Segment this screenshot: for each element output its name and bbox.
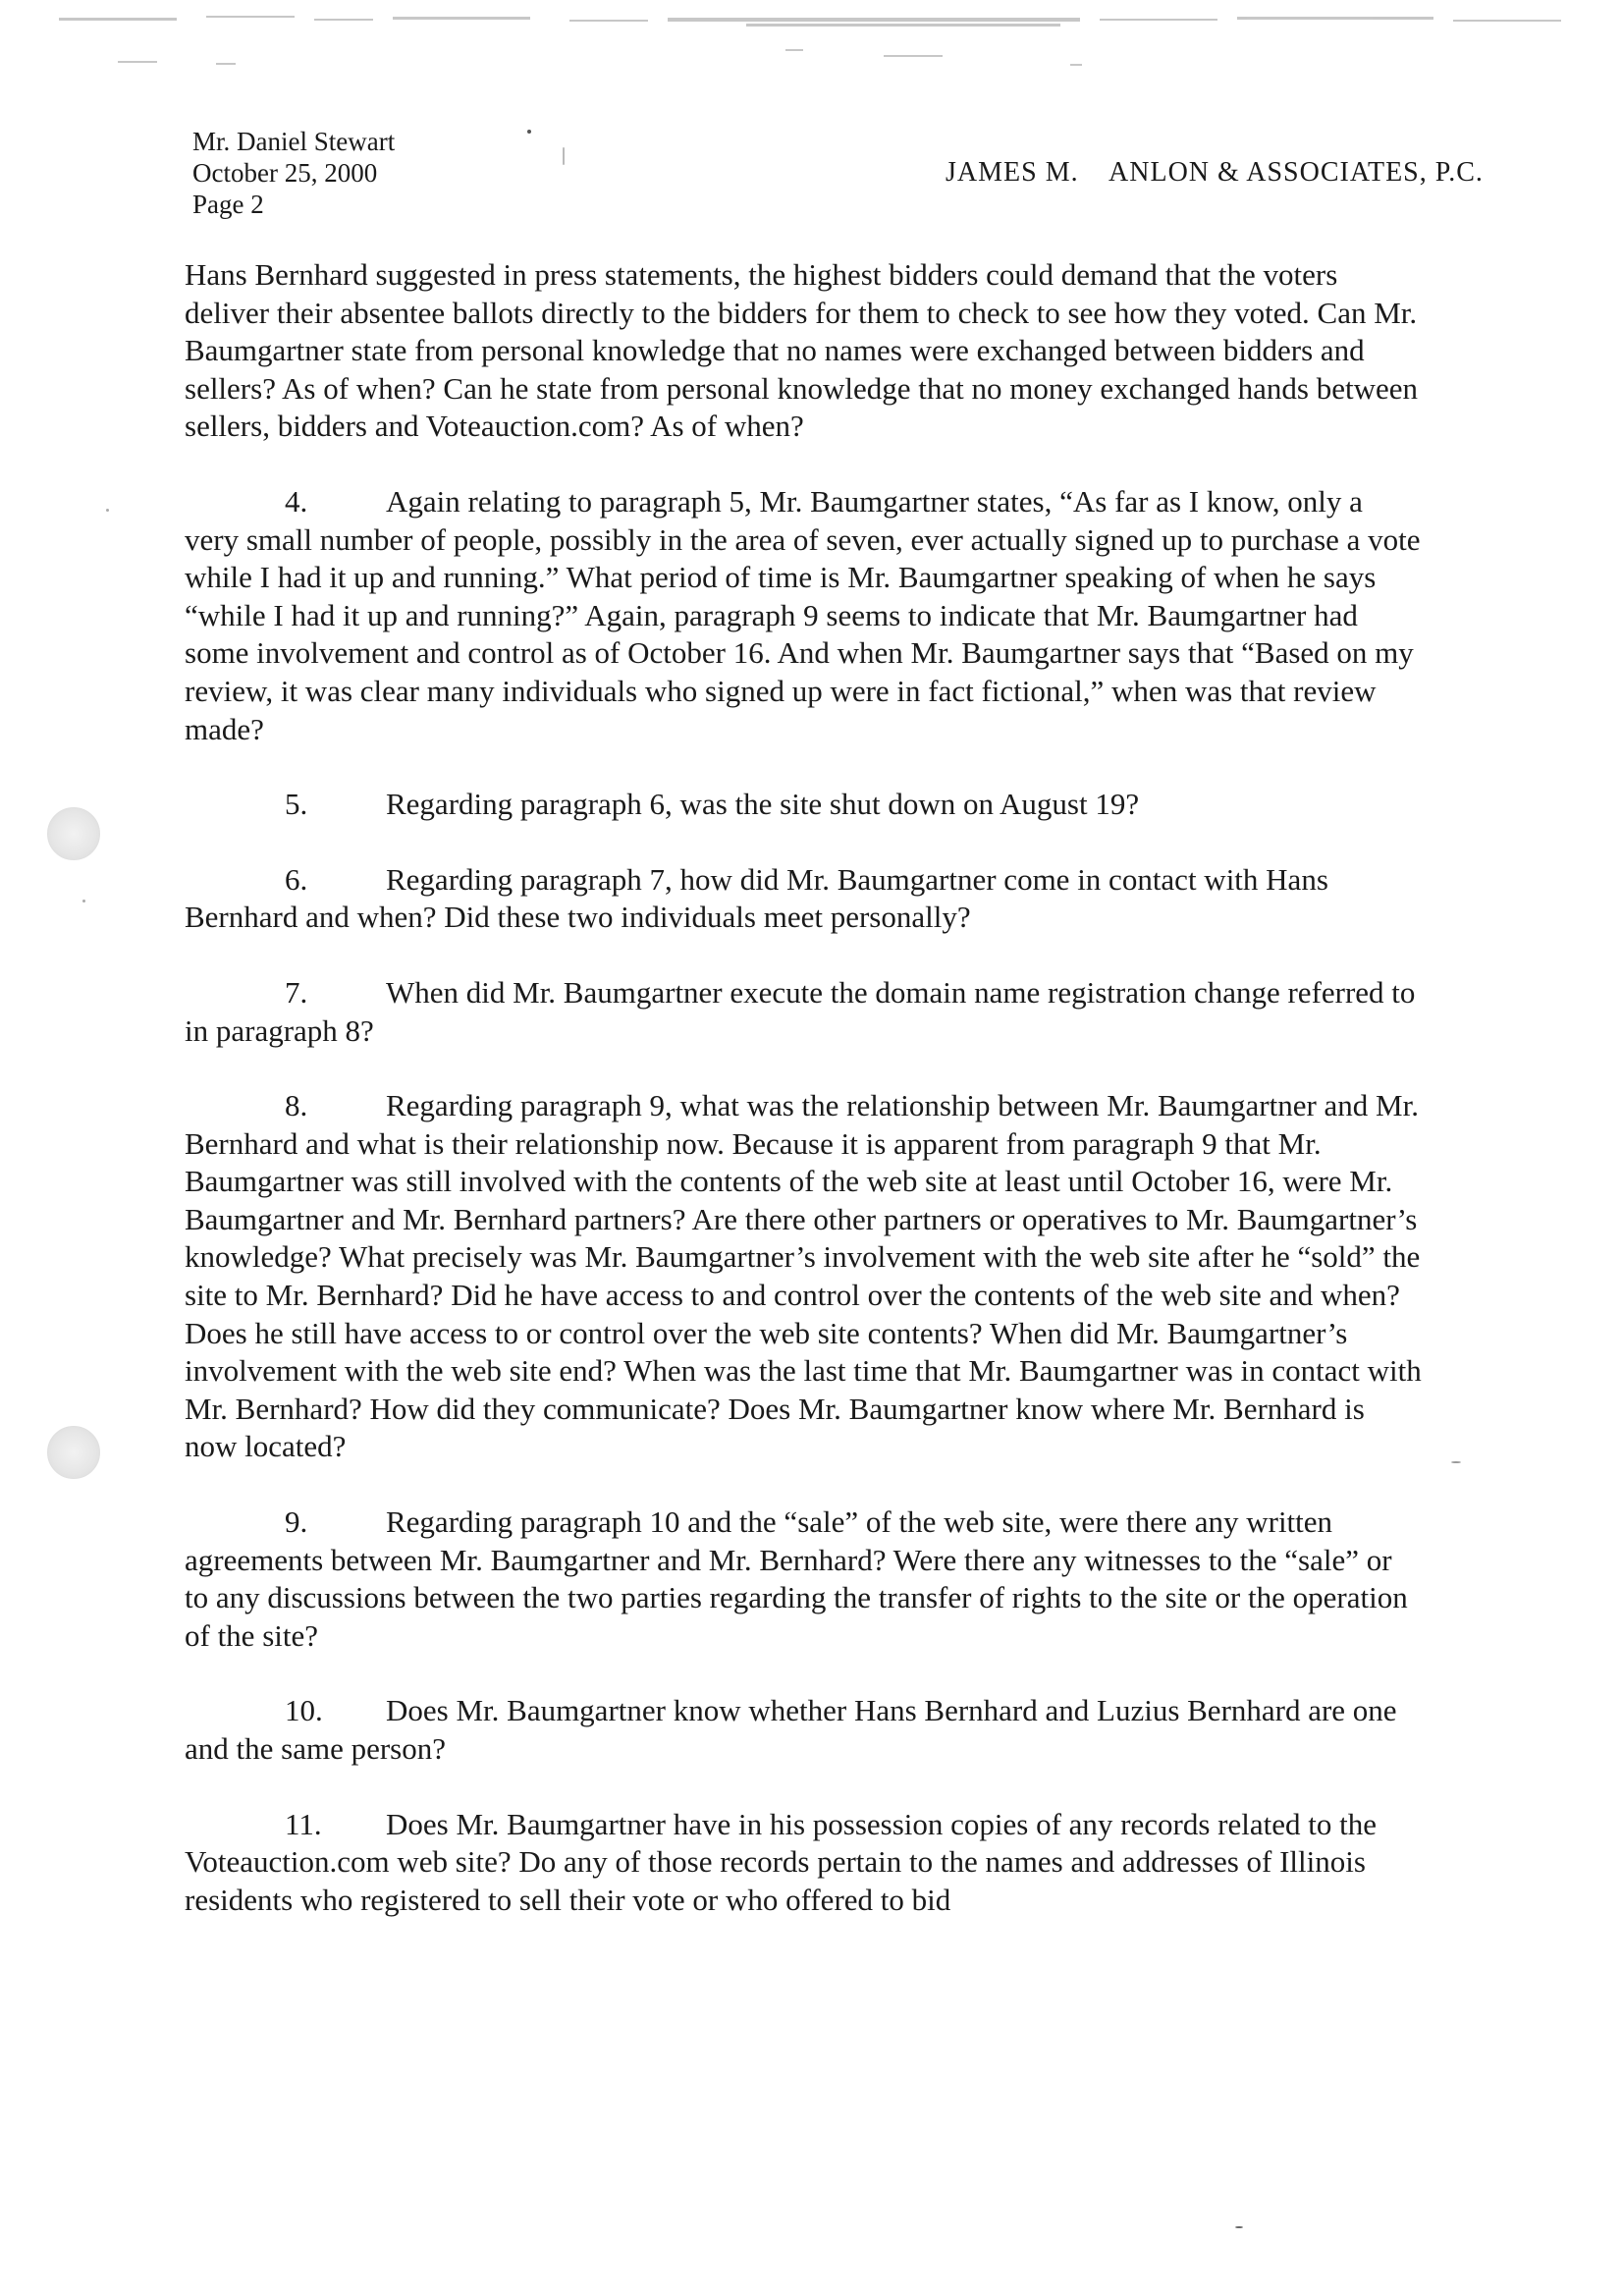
page-number: Page 2	[192, 190, 264, 219]
scan-speck	[1235, 2226, 1243, 2228]
paragraph-11	[185, 1806, 1422, 1920]
scan-speck	[1451, 1461, 1461, 1463]
paragraph-text: Again relating to paragraph 5, Mr. Baumgartner states, “As far as I know, only a very small number of people, possibly in the area of seven, ever actually signed up to purchase a vote while I had it up and running.” What period of time is Mr. Baumgartner speaking of when he says “while I had it up and running?” Again, paragraph 9 seems to indicate that Mr. Baumgartner had some involvement and control as of October 16. And when Mr. Baumgartner says that “Based on my review, it was clear many individuals who signed up were in fact fictional,” when was that review made?	[185, 483, 1421, 746]
paragraph-number: 6.	[285, 861, 308, 897]
paragraph-10	[185, 1692, 1422, 1768]
scan-speck	[106, 509, 109, 512]
paragraph-number: 11.	[285, 1806, 322, 1841]
firm-letterhead: JAMES M. ANLON & ASSOCIATES, P.C.	[946, 157, 1484, 188]
letter-date: October 25, 2000	[192, 158, 378, 188]
paragraph-number: 4.	[285, 483, 308, 519]
scan-speck	[563, 147, 565, 165]
paragraph-number: 8.	[285, 1088, 308, 1123]
letter-header	[192, 126, 395, 220]
paragraph-text: Regarding paragraph 6, was the site shut down on August 19?	[386, 787, 1140, 822]
recipient-name: Mr. Daniel Stewart	[192, 127, 396, 156]
paragraph-text: Regarding paragraph 7, how did Mr. Baumgartner come in contact with Hans Bernhard and when? Did these two individuals meet personally?	[185, 861, 1328, 935]
paragraph-text: When did Mr. Baumgartner execute the domain name registration change referred to in paragraph 8?	[185, 974, 1416, 1048]
scan-noise-strip	[59, 10, 1571, 79]
paragraph-8	[185, 1087, 1422, 1466]
paragraph-text: Does Mr. Baumgartner know whether Hans Bernhard and Luzius Bernhard are one and the same person?	[185, 1693, 1397, 1766]
scan-speck	[527, 130, 531, 134]
paragraph-text: Regarding paragraph 9, what was the relationship between Mr. Baumgartner and Mr. Bernhard and what is their relationship now. Because it is apparent from paragraph 9 that Mr. Baumgartner was still involved with the contents of the web site at least until October 16, were Mr. Baumgartner and Mr. Bernhard partners? Are there other partners or operatives to Mr. Baumgartner’s knowledge? What precisely was Mr. Baumgartner’s involvement with the web site after he “sold” the site to Mr. Bernhard? Did he have access to and control over the contents of the web site and when? Does he still have access to or control over the web site contents? When did Mr. Baumgartner’s involvement with the web site end? When was the last time that Mr. Baumgartner was in contact with Mr. Bernhard? How did they communicate? Does Mr. Baumgartner know where Mr. Bernhard is now located?	[185, 1088, 1422, 1464]
paragraph-9	[185, 1503, 1422, 1655]
paragraph-number: 5.	[285, 787, 308, 822]
paragraph-5	[185, 786, 1422, 824]
paragraph-number: 7.	[285, 974, 308, 1010]
paragraph-text: Regarding paragraph 10 and the “sale” of the web site, were there any written agreements between Mr. Baumgartner and Mr. Bernhard? Were there any witnesses to the “sale” or to any discussions between the two parties regarding the transfer of rights to the site or the operation of the site?	[185, 1504, 1408, 1653]
paragraph-number: 10.	[285, 1693, 323, 1728]
paragraph-6	[185, 861, 1422, 937]
letter-body	[185, 256, 1422, 1956]
paragraph-continued	[185, 256, 1422, 446]
paragraph-text: Does Mr. Baumgartner have in his possession copies of any records related to the Voteauction.com web site? Do any of those records pertain to the names and addresses of Illinois residents who registered to sell their vote or who offered to bid	[185, 1806, 1377, 1917]
punch-hole-upper	[47, 807, 100, 860]
paragraph-7	[185, 974, 1422, 1050]
paragraph-4	[185, 483, 1422, 748]
punch-hole-lower	[47, 1426, 100, 1479]
paragraph-number: 9.	[285, 1504, 308, 1540]
paragraph-text: Hans Bernhard suggested in press statements, the highest bidders could demand that the voters deliver their absentee ballots directly to the bidders for them to check to see how they voted. Can Mr. Baumgartner state from personal knowledge that no names were exchanged between bidders and sellers? As of when? Can he state from personal knowledge that no money exchanged hands between sellers, bidders and Voteauction.com? As of when?	[185, 257, 1418, 444]
scan-speck	[82, 900, 85, 902]
